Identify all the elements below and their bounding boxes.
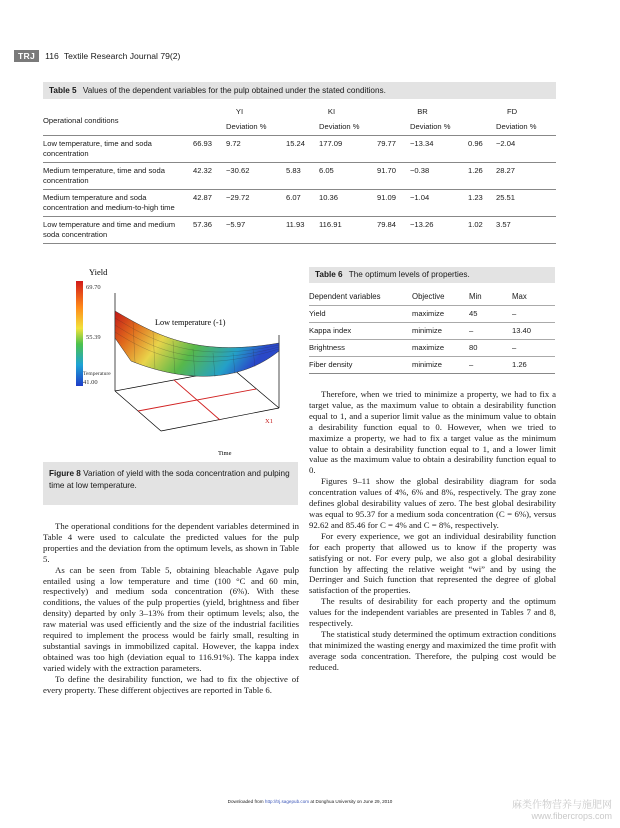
min-cell: – (469, 356, 512, 373)
paragraph: For every experience, we got an individual desirability function for each property that allowed us to know if the property was satisfying or not. For every pulp, we also got a global desirability function by affecting the relative weight “wi” and by using the Derringer and Suich function that represented the degree of global satisfaction of the properties. (309, 530, 556, 596)
table-5-grid (43, 107, 556, 244)
ki-deviation: 116.91 (319, 216, 377, 243)
fd-deviation: −2.04 (496, 135, 556, 162)
group-header-ki: KI (327, 107, 336, 116)
watermark-url: www.fibercrops.com (531, 811, 612, 821)
ki-deviation: 10.36 (319, 189, 377, 216)
table-row (43, 189, 556, 216)
page-number: 116 (45, 51, 59, 61)
objective-cell: minimize (412, 322, 469, 339)
deviation-header-br: Deviation % (410, 122, 451, 131)
paragraph: To define the desirability function, we had to fix the objective of every property. These different objectives are reported in Table 6. (43, 673, 299, 695)
table-6-grid (309, 288, 555, 374)
variable-cell: Fiber density (309, 356, 412, 373)
max-cell: – (512, 339, 555, 356)
figure-8-label: Figure 8 (49, 469, 81, 478)
yi-value: 57.36 (193, 216, 226, 243)
table-5 (43, 82, 556, 244)
ki-deviation: 6.05 (319, 162, 377, 189)
ki-deviation: 177.09 (319, 135, 377, 162)
br-deviation: −13.34 (410, 135, 468, 162)
figure-8-caption-text: Variation of yield with the soda concentration and pulping time at low temperature. (49, 469, 290, 490)
objective-cell: maximize (412, 339, 469, 356)
br-deviation: −13.26 (410, 216, 468, 243)
max-cell: 1.26 (512, 356, 555, 373)
deviation-header-ki: Deviation % (319, 122, 360, 131)
yi-value: 42.87 (193, 189, 226, 216)
fd-deviation: 25.51 (496, 189, 556, 216)
min-cell: – (469, 322, 512, 339)
table-6-label: Table 6 (315, 270, 343, 279)
br-value: 91.70 (377, 162, 410, 189)
right-column-text (309, 389, 556, 673)
table-5-caption (43, 82, 556, 99)
footer-prefix: Downloaded from (227, 799, 265, 804)
paragraph: The operational conditions for the dependent variables determined in Table 4 were used to calculate the predicted values for the pulp properties and the deviation from the optimum levels, as shown in Table 5. (43, 521, 299, 564)
scale-mid-label: 55.39 (86, 334, 101, 341)
yi-deviation: 9.72 (226, 135, 286, 162)
ki-value: 5.83 (286, 162, 319, 189)
ki-value: 6.07 (286, 189, 319, 216)
figure-8-caption (43, 462, 298, 505)
ki-value: 11.93 (286, 216, 319, 243)
fd-value: 1.23 (468, 189, 496, 216)
br-deviation: −0.38 (410, 162, 468, 189)
deviation-header-fd: Deviation % (496, 122, 537, 131)
group-header-br: BR (417, 107, 428, 116)
yield-surface-plot (43, 263, 298, 463)
paragraph: The results of desirability for each property and the optimum values for the independent variables are presented in Tables 7 and 8, respectively. (309, 596, 556, 629)
yi-value: 66.93 (193, 135, 226, 162)
variable-cell: Kappa index (309, 322, 412, 339)
color-scale-bar (76, 281, 83, 386)
min-cell: 80 (469, 339, 512, 356)
table-row (309, 339, 555, 356)
x1-axis-label: X1 (265, 418, 273, 425)
max-header: Max (512, 291, 527, 301)
objective-header: Objective (412, 291, 445, 301)
temperature-label: Temperature (83, 371, 111, 377)
dependent-variables-header: Dependent variables (309, 291, 381, 301)
yi-deviation: −29.72 (226, 189, 286, 216)
br-value: 79.84 (377, 216, 410, 243)
table-6 (309, 267, 555, 374)
fd-deviation: 3.57 (496, 216, 556, 243)
table-6-header-row (309, 288, 555, 305)
max-cell: 13.40 (512, 322, 555, 339)
running-header (14, 50, 180, 62)
br-value: 79.77 (377, 135, 410, 162)
watermark-name: 麻类作物营养与施肥网 (512, 800, 612, 811)
paragraph: The statistical study determined the optimum extraction conditions that minimized the wasting energy and maximized the time profit with average soda concentration. Therefore, the pulping cost would be reduced. (309, 628, 556, 672)
journal-tag: TRJ (14, 50, 39, 62)
br-deviation: −1.04 (410, 189, 468, 216)
source-link[interactable]: http://trj.sagepub.com (264, 799, 310, 804)
fd-value: 0.96 (468, 135, 496, 162)
br-value: 91.09 (377, 189, 410, 216)
fd-value: 1.26 (468, 162, 496, 189)
condition-cell: Low temperature and time and medium soda concentration (43, 216, 193, 243)
table-5-title: Values of the dependent variables for the pulp obtained under the stated conditions. (82, 86, 386, 95)
watermark (512, 796, 612, 821)
time-axis-label: Time (218, 450, 232, 457)
condition-cell: Medium temperature and soda concentration and medium-to-high time (43, 189, 193, 216)
min-header: Min (469, 291, 482, 301)
scale-max-label: 69.70 (86, 284, 101, 291)
table-6-caption (309, 267, 555, 283)
objective-cell: maximize (412, 305, 469, 322)
ki-value: 15.24 (286, 135, 319, 162)
condition-cell: Low temperature, time and soda concentration (43, 135, 193, 162)
yield-axis-title: Yield (89, 267, 108, 277)
yi-deviation: −30.62 (226, 162, 286, 189)
fd-value: 1.02 (468, 216, 496, 243)
group-header-fd: FD (506, 107, 518, 116)
table-5-label: Table 5 (49, 86, 77, 95)
group-header-yi: YI (235, 107, 244, 116)
table-row (43, 216, 556, 243)
footer-suffix: at Donghua University on June 29, 2010 (309, 799, 393, 804)
deviation-header-yi: Deviation % (226, 122, 267, 131)
fd-deviation: 28.27 (496, 162, 556, 189)
max-cell: – (512, 305, 555, 322)
table-row (309, 356, 555, 373)
table-row (309, 305, 555, 322)
table-6-title: The optimum levels of properties. (348, 270, 470, 279)
yi-deviation: −5.97 (226, 216, 286, 243)
operational-conditions-header: Operational conditions (43, 116, 119, 126)
paragraph: Figures 9–11 show the global desirability diagram for soda concentration values of 4%, 6% and 8%, respectively. The gray zone defines global desirability values of zero. The best global desirability was equal to 95.37 for a medium soda concentration (C = 6%), versus 92.62 and 85.46 for C = 4% and C = 8%, respectively. (309, 476, 556, 530)
paragraph: As can be seen from Table 5, obtaining bleachable Agave pulp entailed using a low temperature and time (100 °C and 60 min, respectively) and medium soda concentration (6%). With these conditions, the values of the pulp properties (yield, brightness and fiber density) departed by only 3–13% from their optimum levels; also, the raw material was used efficiently and the size of the industrial facilities required to implement the process would be fairly small, resulting in substantial savings in immobilized capital. However, the kappa index obtained was too high (deviation equal to 116.91%). The kappa index varied widely with the extraction parameters. (43, 564, 299, 673)
scale-min-label: 41.00 (83, 379, 98, 386)
table-row (309, 322, 555, 339)
left-column-text (43, 521, 299, 696)
variable-cell: Yield (309, 305, 412, 322)
variable-cell: Brightness (309, 339, 412, 356)
paragraph: Therefore, when we tried to minimize a property, we had to fix a target value, as the maximum value to obtain a desirability function equal to 1, and a superior limit value as the minimum value to obtain a desirability function equal to 0. However, when we tried to maximize a property, we had to fix a target value as the minimum value to obtain a desirability function equal to 1, and a lower limit value as the maximum value to obtain a desirability function equal to 0. (309, 389, 556, 476)
table-row (43, 135, 556, 162)
condition-cell: Medium temperature, time and soda concentration (43, 162, 193, 189)
surface-label: Low temperature (-1) (155, 318, 226, 327)
journal-title: Textile Research Journal 79(2) (63, 51, 181, 61)
objective-cell: minimize (412, 356, 469, 373)
table-row (43, 162, 556, 189)
min-cell: 45 (469, 305, 512, 322)
yi-value: 42.32 (193, 162, 226, 189)
